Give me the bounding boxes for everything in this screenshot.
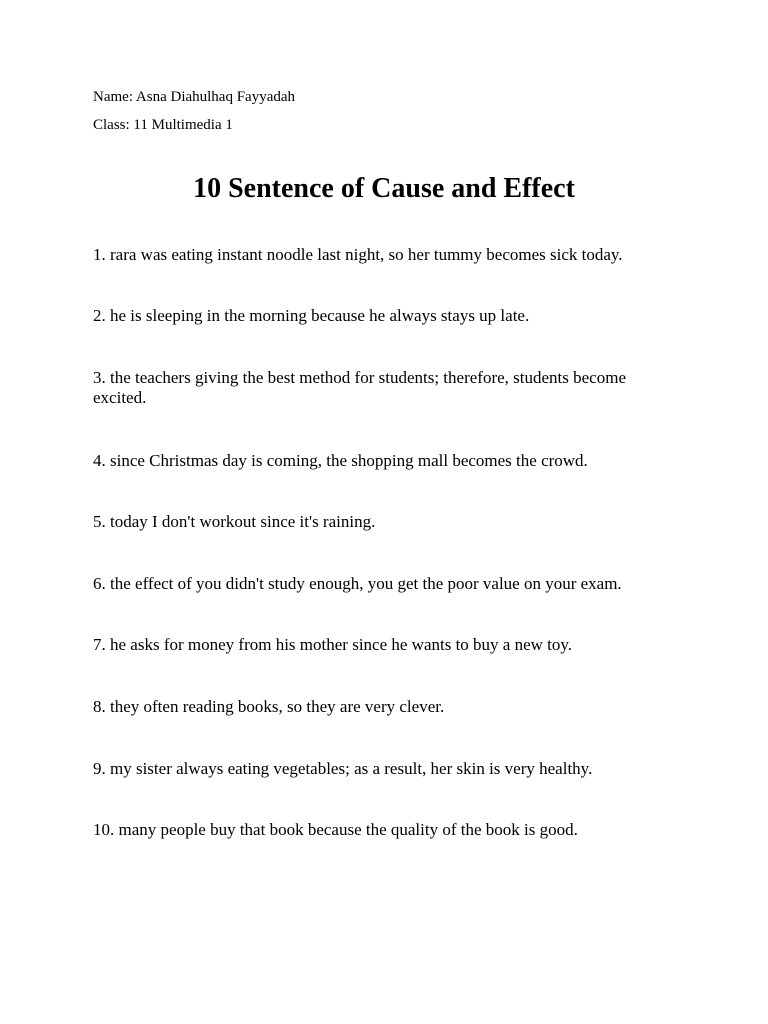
sentence-item: 7. he asks for money from his mother since he wants to buy a new toy. bbox=[93, 635, 573, 654]
sentence-item: 2. he is sleeping in the morning because he always stays up late. bbox=[93, 306, 530, 325]
sentence-item: 3. the teachers giving the best method for students; therefore, students become excited. bbox=[93, 368, 626, 407]
sentence-item: 1. rara was eating instant noodle last night, so her tummy becomes sick today. bbox=[93, 245, 623, 264]
sentence-item: 10. many people buy that book because the quality of the book is good. bbox=[93, 820, 578, 839]
student-name: Name: Asna Diahulhaq Fayyadah bbox=[93, 89, 296, 105]
sentence-item: 6. the effect of you didn't study enough, you get the poor value on your exam. bbox=[93, 574, 622, 593]
sentence-item: 9. my sister always eating vegetables; as a result, her skin is very healthy. bbox=[93, 759, 593, 778]
sentence-item: 5. today I don't workout since it's raining. bbox=[93, 512, 376, 531]
sentence-item: 4. since Christmas day is coming, the shopping mall becomes the crowd. bbox=[93, 451, 588, 470]
document-title: 10 Sentence of Cause and Effect bbox=[193, 173, 575, 204]
sentence-item: 8. they often reading books, so they are very clever. bbox=[93, 697, 445, 716]
student-class: Class: 11 Multimedia 1 bbox=[93, 117, 233, 133]
